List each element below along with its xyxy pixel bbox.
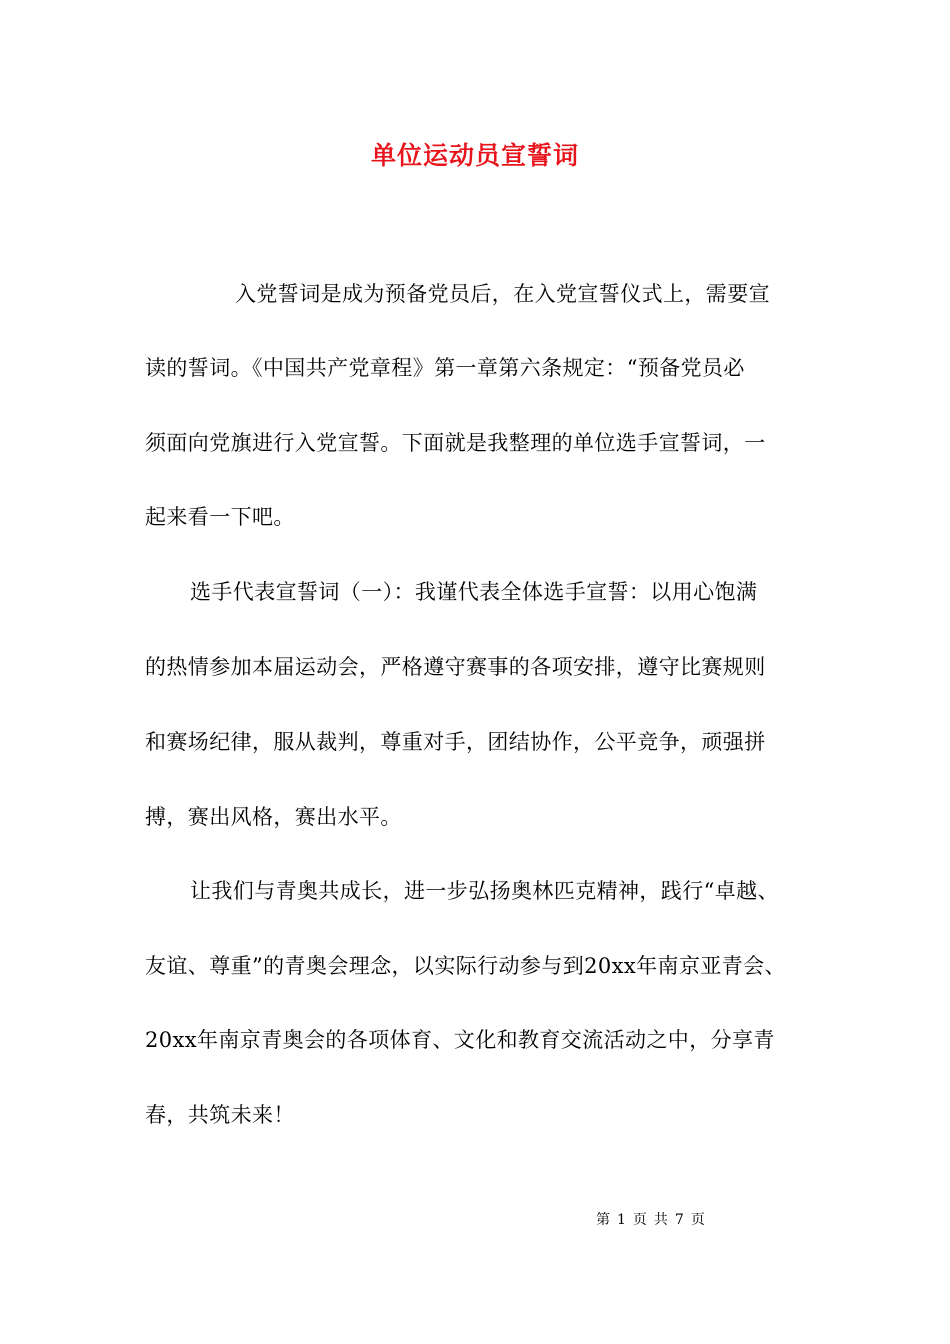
paragraph-line: 选手代表宣誓词（一）：我谨代表全体选手宣誓：以用心饱满 (190, 580, 758, 604)
paragraph-line: 的热情参加本届运动会，严格遵守赛事的各项安排，遵守比赛规则 (145, 655, 766, 679)
paragraph-line: 春，共筑未来！ (145, 1103, 295, 1127)
document-title: 单位运动员宣誓词 (370, 141, 579, 170)
paragraph-line: 20xx年南京青奥会的各项体育、文化和教育交流活动之中，分享青 (145, 1028, 775, 1052)
paragraph-line: 入党誓词是成为预备党员后，在入党宣誓仪式上，需要宣 (235, 282, 770, 306)
footer-total-label: 共 (653, 1212, 669, 1228)
paragraph-line: 让我们与青奥共成长，进一步弘扬奥林匹克精神，践行“卓越、 (190, 879, 779, 903)
footer-current-page: 1 (617, 1212, 627, 1228)
paragraph-line: 搏，赛出风格，赛出水平。 (145, 805, 402, 829)
paragraph-line: 起来看一下吧。 (145, 505, 295, 529)
paragraph-line: 须面向党旗进行入党宣誓。下面就是我整理的单位选手宣誓词，一 (145, 431, 766, 455)
paragraph-line: 读的誓词。《中国共产党章程》第一章第六条规定：“预备党员必 (145, 356, 745, 380)
paragraph-line: 友谊、尊重”的青奥会理念，以实际行动参与到20xx年南京亚青会、 (145, 954, 786, 978)
paragraph-line: 和赛场纪律，服从裁判，尊重对手，团结协作，公平竞争，顽强拼 (145, 730, 766, 754)
footer-page-label: 第 (596, 1212, 611, 1228)
footer-page-unit: 页 (632, 1212, 648, 1228)
page-footer (593, 1209, 709, 1229)
footer-total-pages: 7 (674, 1212, 685, 1228)
footer-total-unit: 页 (690, 1212, 706, 1228)
